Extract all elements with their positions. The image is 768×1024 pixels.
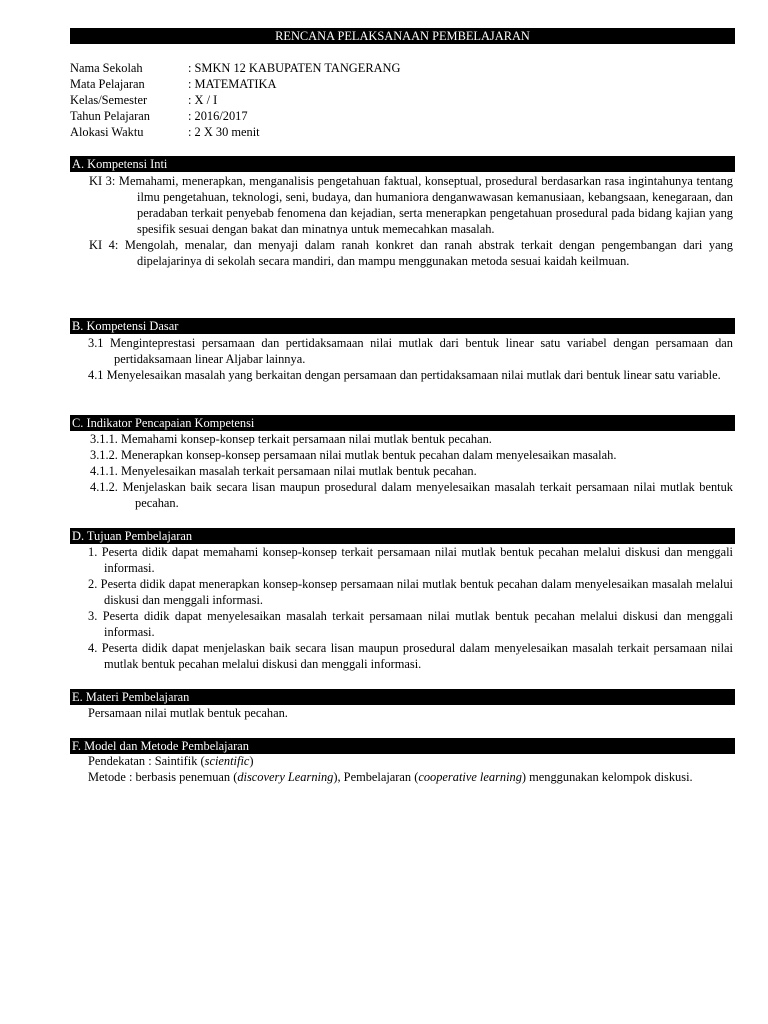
section-e-body <box>70 705 733 721</box>
identity-label: Nama Sekolah <box>70 61 143 75</box>
identity-value: : 2 X 30 menit <box>188 125 260 139</box>
objective-item: 1. Peserta didik dapat memahami konsep-konsep terkait persamaan nilai mutlak bentuk pecahan melalui diskusi dan menggali informasi. <box>88 545 733 575</box>
objective-item: 4. Peserta didik dapat menjelaskan baik secara lisan maupun prosedural dalam menyelesaikan masalah terkait persamaan nilai mutlak bentuk pecahan melalui diskusi dan menggali informasi. <box>88 641 733 671</box>
identity-row <box>70 60 733 76</box>
approach-prefix: Pendekatan : Saintifik ( <box>88 754 205 768</box>
identity-label: Tahun Pelajaran <box>70 109 150 123</box>
section-e-heading: E. Materi Pembelajaran <box>70 689 735 705</box>
method-italic: cooperative learning <box>418 770 522 784</box>
approach-suffix: ) <box>249 754 254 768</box>
identity-value: : SMKN 12 KABUPATEN TANGERANG <box>188 61 401 75</box>
section-c-heading: C. Indikator Pencapaian Kompetensi <box>70 415 735 431</box>
section-f-heading: F. Model dan Metode Pembelajaran <box>70 738 735 754</box>
identity-value: : X / I <box>188 93 218 107</box>
indicator-item: 4.1.1. Menyelesaikan masalah terkait persamaan nilai mutlak bentuk pecahan. <box>90 464 477 478</box>
method-part: ) menggunakan kelompok diskusi. <box>521 770 693 784</box>
section-d-body <box>70 544 733 672</box>
section-b-body <box>70 335 733 383</box>
method-part: ), Pembelajaran ( <box>333 770 419 784</box>
objective-item: 2. Peserta didik dapat menerapkan konsep-konsep persamaan nilai mutlak bentuk pecahan dalam menyelesaikan masalah melalui diskusi dan menggali informasi. <box>88 577 733 607</box>
approach-italic: scientific <box>204 754 250 768</box>
identity-label: Alokasi Waktu <box>70 125 144 139</box>
ki-4-item: KI 4: Mengolah, menalar, dan menyaji dalam ranah konkret dan ranah abstrak terkait dengan pengembangan dari yang dipelajarinya di sekolah secara mandiri, dan mampu menggunakan metoda sesuai kaidah keilmuan. <box>89 238 733 268</box>
identity-value: : 2016/2017 <box>188 109 248 123</box>
section-b-heading: B. Kompetensi Dasar <box>70 318 735 334</box>
indicator-item: 3.1.2. Menerapkan konsep-konsep persamaan nilai mutlak bentuk pecahan dalam menyelesaikan masalah. <box>90 448 617 462</box>
indicator-item: 4.1.2. Menjelaskan baik secara lisan maupun prosedural dalam menyelesaikan masalah terkait persamaan nilai mutlak bentuk pecahan. <box>90 480 733 510</box>
identity-value: : MATEMATIKA <box>188 77 277 91</box>
section-a-body <box>70 173 733 269</box>
method-italic: discovery Learning <box>237 770 334 784</box>
approach-text <box>70 753 733 769</box>
identity-block <box>70 60 733 140</box>
kd-item: 3.1 Menginteprestasi persamaan dan pertidaksamaan nilai mutlak dari bentuk linear satu variabel dengan persamaan dan pertidaksamaan linear Aljabar lainnya. <box>88 336 733 366</box>
indicator-item: 3.1.1. Memahami konsep-konsep terkait persamaan nilai mutlak bentuk pecahan. <box>90 432 492 446</box>
kd-item: 4.1 Menyelesaikan masalah yang berkaitan dengan persamaan dan pertidaksamaan nilai mutlak dari bentuk linear satu variable. <box>88 368 721 382</box>
section-a-heading: A. Kompetensi Inti <box>70 156 735 172</box>
section-c-body <box>70 431 733 511</box>
identity-row <box>70 108 733 124</box>
identity-label: Kelas/Semester <box>70 93 148 107</box>
ki-3-item: KI 3: Memahami, menerapkan, menganalisis pengetahuan faktual, konseptual, prosedural berdasarkan rasa ingintahunya tentang ilmu pengetahuan, teknologi, seni, budaya, dan humaniora denganwawasan kemanusiaan, kebangsaan, kenegaraan, dan peradaban terkait penyebab fenomena dan kejadian, serta menerapkan pengetahuan prosedural pada bidang kajian yang spesifik sesuai dengan bakat dan minatnya untuk memecahkan masalah. <box>89 174 733 236</box>
material-text: Persamaan nilai mutlak bentuk pecahan. <box>88 706 288 720</box>
document-title: RENCANA PELAKSANAAN PEMBELAJARAN <box>70 28 735 44</box>
identity-row <box>70 92 733 108</box>
identity-row <box>70 76 733 92</box>
section-d-heading: D. Tujuan Pembelajaran <box>70 528 735 544</box>
identity-row <box>70 124 733 140</box>
objective-item: 3. Peserta didik dapat menyelesaikan masalah terkait persamaan nilai mutlak bentuk pecahan melalui diskusi dan menggali informasi. <box>88 609 733 639</box>
identity-label: Mata Pelajaran <box>70 77 145 91</box>
method-text <box>70 769 733 785</box>
method-part: Metode : berbasis penemuan ( <box>88 770 238 784</box>
section-f-body <box>70 753 733 785</box>
